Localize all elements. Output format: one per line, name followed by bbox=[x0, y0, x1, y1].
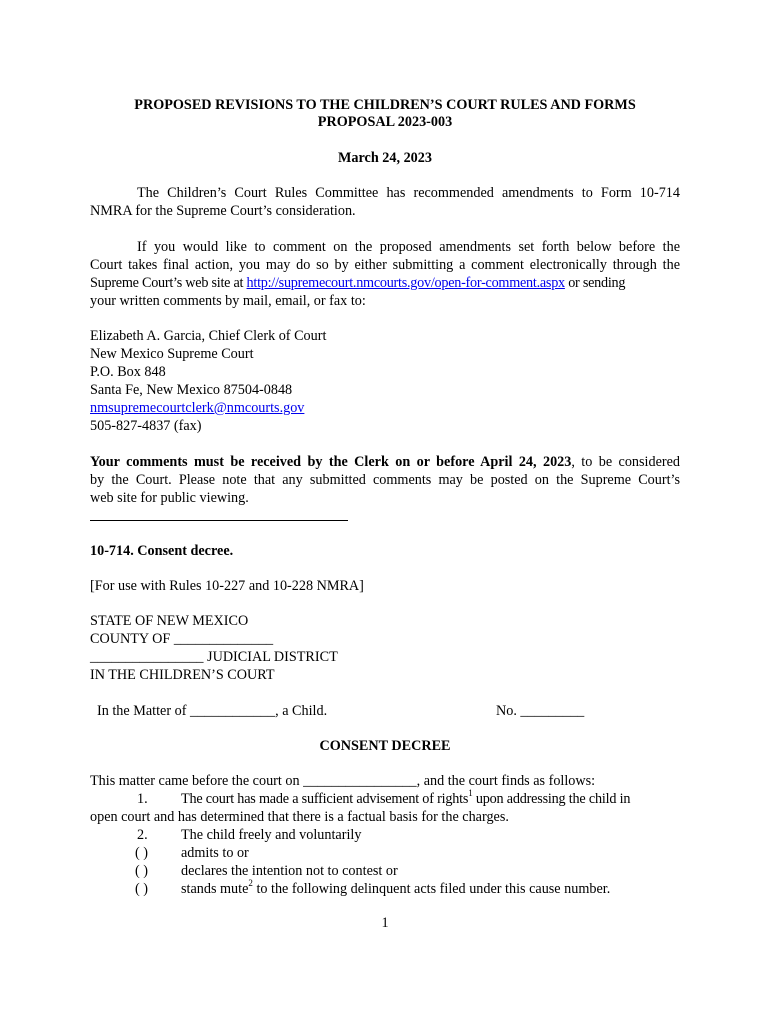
intro-p2-line3-pre: Supreme Court’s web site at bbox=[90, 275, 247, 291]
footnote-ref-2[interactable]: 2 bbox=[248, 878, 253, 889]
caption-district: ________________ JUDICIAL DISTRICT bbox=[90, 649, 338, 665]
case-number: No. _________ bbox=[496, 703, 585, 719]
option-checkbox-admits[interactable]: ( ) bbox=[135, 845, 148, 861]
address-court: New Mexico Supreme Court bbox=[90, 346, 254, 362]
item1-line2: open court and has determined that there is a factual basis for the charges. bbox=[90, 809, 509, 825]
item1-number: 1. bbox=[137, 791, 148, 807]
section-divider bbox=[90, 520, 348, 521]
option-checkbox-no-contest[interactable]: ( ) bbox=[135, 863, 148, 879]
intro-p1-line2: NMRA for the Supreme Court’s consideration. bbox=[90, 203, 356, 219]
notice-deadline: Your comments must be received by the Clerk on or before April 24, 2023 bbox=[90, 454, 572, 470]
notice-line1 bbox=[90, 453, 680, 471]
item1-text-cont: upon addressing the child in bbox=[472, 791, 631, 807]
title-line-1: PROPOSED REVISIONS TO THE CHILDREN’S COURT RULES AND FORMS bbox=[134, 97, 636, 113]
matter-line: In the Matter of ____________, a Child. bbox=[97, 703, 328, 719]
title-line-2: PROPOSAL 2023-003 bbox=[317, 114, 453, 130]
footnote-ref-1[interactable]: 1 bbox=[468, 788, 473, 799]
decree-intro: This matter came before the court on ________________, and the court finds as follows: bbox=[90, 773, 596, 789]
option-checkbox-stands-mute[interactable]: ( ) bbox=[135, 881, 148, 897]
intro-p2-line3 bbox=[90, 274, 680, 292]
item1-line1 bbox=[181, 790, 630, 808]
intro-p2-line2: Court takes final action, you may do so by either submitting a comment electronically through the bbox=[90, 257, 680, 273]
intro-p1-line1: The Children’s Court Rules Committee has recommended amendments to Form 10-714 bbox=[137, 185, 680, 201]
address-name: Elizabeth A. Garcia, Chief Clerk of Court bbox=[90, 328, 327, 344]
notice-line3: web site for public viewing. bbox=[90, 490, 249, 506]
document-date: March 24, 2023 bbox=[338, 150, 432, 166]
clerk-email-link[interactable]: nmsupremecourtclerk@nmcourts.gov bbox=[90, 400, 305, 416]
intro-p2-line3-post: or sending bbox=[564, 275, 626, 291]
option-stands-mute-text: stands mute bbox=[181, 881, 249, 897]
notice-line2: by the Court. Please note that any submitted comments may be posted on the Supreme Court’s bbox=[90, 472, 680, 488]
caption-county: COUNTY OF ______________ bbox=[90, 631, 274, 647]
address-city: Santa Fe, New Mexico 87504-0848 bbox=[90, 382, 293, 398]
caption-court: IN THE CHILDREN’S COURT bbox=[90, 667, 275, 683]
page-number: 1 bbox=[381, 915, 389, 931]
caption-state: STATE OF NEW MEXICO bbox=[90, 613, 249, 629]
option-admits: admits to or bbox=[181, 845, 249, 861]
item2-number: 2. bbox=[137, 827, 148, 843]
item2-text: The child freely and voluntarily bbox=[181, 827, 362, 843]
intro-p2-line1: If you would like to comment on the proposed amendments set forth below before the bbox=[137, 239, 680, 255]
option-no-contest: declares the intention not to contest or bbox=[181, 863, 398, 879]
intro-p2-line4: your written comments by mail, email, or fax to: bbox=[90, 293, 366, 309]
decree-title: CONSENT DECREE bbox=[319, 738, 451, 754]
address-box: P.O. Box 848 bbox=[90, 364, 166, 380]
form-heading: 10-714. Consent decree. bbox=[90, 543, 234, 559]
form-use-note: [For use with Rules 10-227 and 10-228 NMRA] bbox=[90, 578, 364, 594]
address-fax: 505-827-4837 (fax) bbox=[90, 418, 202, 434]
option-stands-mute-cont: to the following delinquent acts filed under this cause number. bbox=[252, 881, 611, 897]
comment-site-link[interactable]: http://supremecourt.nmcourts.gov/open-for-comment.aspx bbox=[246, 275, 565, 291]
item1-text: The court has made a sufficient advisement of rights bbox=[181, 791, 469, 807]
option-stands-mute bbox=[181, 880, 610, 898]
notice-line1-rest: , to be considered bbox=[571, 454, 680, 470]
